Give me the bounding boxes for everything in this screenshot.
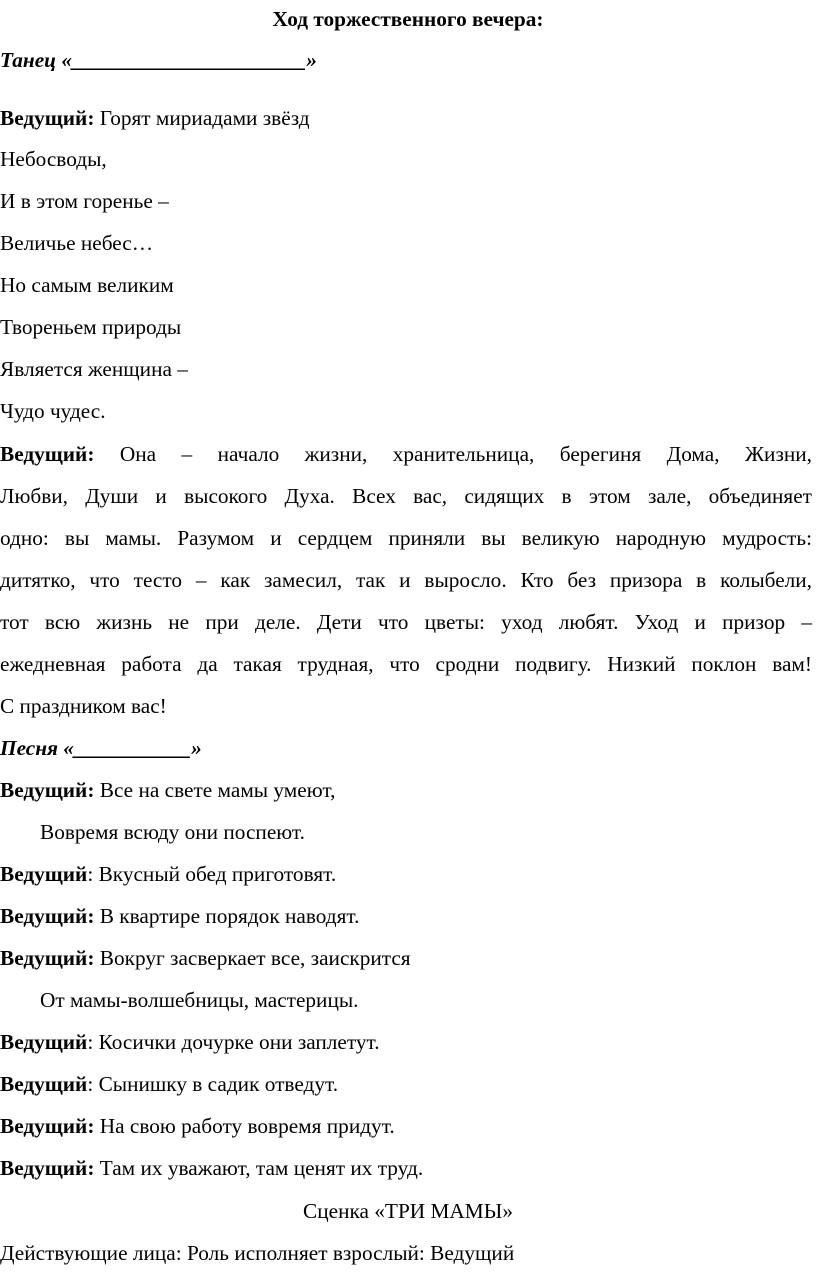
speaker-label: Ведущий [0,1030,88,1054]
speech-line: Любви, Души и высокого Духа. Всех вас, сидящих в этом зале, объединяет [0,484,812,508]
verse2-line: Вовремя всюду они поспеют. [40,820,305,844]
verse1-line: Небосводы, [0,147,107,171]
speech-line: одно: вы мамы. Разумом и сердцем приняли вы великую народную мудрость: [0,526,812,550]
speaker-label: Ведущий: [0,946,95,970]
verse2-line: Ведущий: В квартире порядок наводят. [0,904,360,928]
verse1-line: Является женщина – [0,357,188,381]
verse2-line: Ведущий: Все на свете мамы умеют, [0,778,336,802]
speaker-label: Ведущий: [0,778,95,802]
speech-line: ежедневная работа да такая трудная, что сродни подвигу. Низкий поклон вам! [0,652,812,676]
speaker-label: Ведущий: [0,106,95,130]
verse1-line: И в этом горенье – [0,189,169,213]
song-blank: ___________ [73,736,192,760]
scene-title: Сценка «ТРИ МАМЫ» [303,1199,513,1223]
song-label: Песня « [0,736,74,760]
song-heading [0,735,202,761]
speaker-label: Ведущий [0,862,88,886]
speaker-label: Ведущий: [0,1156,95,1180]
speech-line: тот всю жизнь не при деле. Дети что цветы: уход любят. Уход и призор – [0,610,812,634]
verse2-line: Ведущий: Косички дочурке они заплетут. [0,1030,380,1054]
verse1-line: Но самым великим [0,273,174,297]
dance-heading [0,47,317,73]
verse2-line: Ведущий: Там их уважают, там ценят их труд. [0,1156,424,1180]
verse2-line: Ведущий: На свою работу вовремя придут. [0,1114,395,1138]
verse2-line: Ведущий: Вкусный обед приготовят. [0,862,337,886]
verse2-line: Ведущий: Вокруг засверкает все, заискрится [0,946,411,970]
speaker-label: Ведущий: [0,442,95,466]
cast-line: Действующие лица: Роль исполняет взрослый: Ведущий [0,1241,515,1265]
verse2-line: Ведущий: Сынишку в садик отведут. [0,1072,339,1096]
speaker-label: Ведущий: [0,1114,95,1138]
speech-line: дитятко, что тесто – как замесил, так и выросло. Кто без призора в колыбели, [0,568,812,592]
song-close: » [191,736,202,760]
speaker-label: Ведущий: [0,904,95,928]
page-title: Ход торжественного вечера: [272,7,544,31]
dance-label: Танец « [0,48,72,72]
verse1-line: Ведущий: Горят мириадами звёзд [0,106,310,130]
verse1-line: Чудо чудес. [0,399,106,423]
verse1-line: Твореньем природы [0,315,182,339]
dance-close: » [306,48,317,72]
speech-line: С праздником вас! [0,694,167,718]
speech-line: Ведущий: Она – начало жизни, хранительница, берегиня Дома, Жизни, [0,442,812,466]
dance-blank: ______________________ [71,48,307,72]
speaker-label: Ведущий [0,1072,88,1096]
verse2-line: От мамы-волшебницы, мастерицы. [40,988,359,1012]
verse1-line: Величье небес… [0,231,154,255]
